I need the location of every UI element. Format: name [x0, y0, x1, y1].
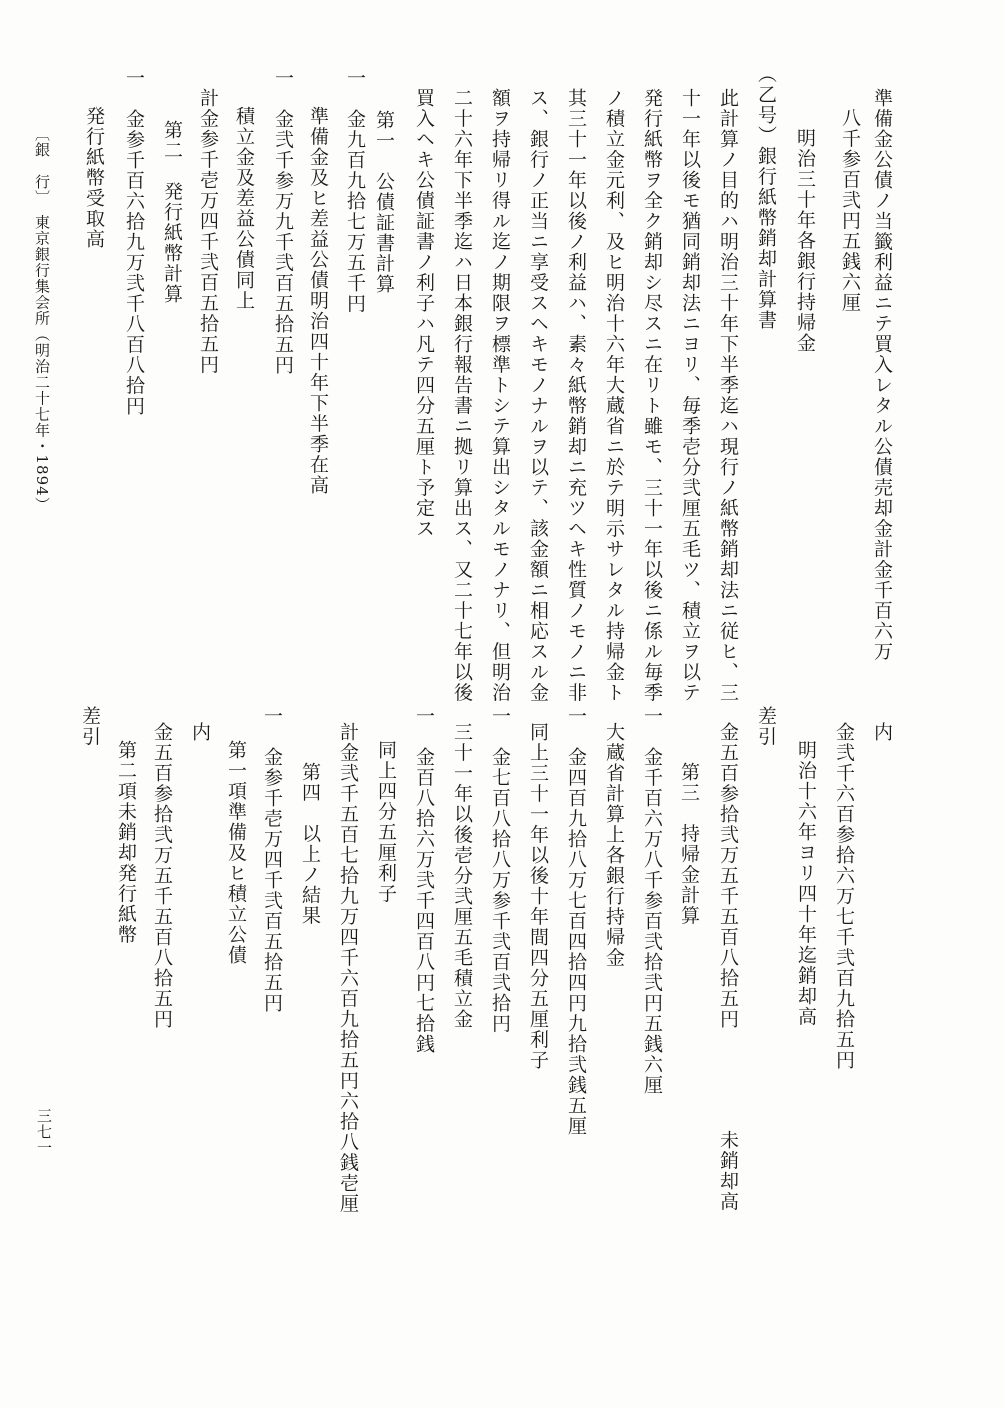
text-column: 準備金公債ノ当籤利益ニテ買入レタル公債売却金計金千百六万	[871, 88, 893, 662]
text-column: 計金弐千五百七拾九万四千六百九拾五円六拾八銭壱厘	[337, 722, 359, 1214]
section-heading: 第三 持帰金計算	[678, 762, 700, 926]
text-column: 一 金百八拾六万弐千四百八円七拾銭	[413, 706, 435, 1055]
text-column: 一 金参千百六拾九万弐千八百八拾円	[123, 68, 145, 417]
text-column: 十一年以後モ猶同銷却法ニヨリ、毎季壱分弐厘五毛ツ、積立ヲ以テ	[679, 88, 701, 703]
text-column: 差引	[79, 706, 101, 747]
text-column: 同上四分五厘利子	[375, 740, 397, 904]
section-heading: 第二 発行紙幣計算	[161, 120, 183, 305]
text-column: 一 金四百九拾八万七百四拾四円九拾弐銭五厘	[565, 706, 587, 1137]
text-column: 金五百参拾弐万五千五百八拾五円	[151, 722, 173, 1030]
text-column: 買入ヘキ公債証書ノ利子ハ凡テ四分五厘ト予定ス	[413, 88, 435, 539]
text-column: 三十一年以後壱分弐厘五毛積立金	[451, 722, 473, 1030]
text-column: 発行紙幣ヲ全ク銷却シ尽スニ在リト雖モ、三十一年以後ニ係ル毎季	[641, 88, 663, 703]
text-column: 明治三十年各銀行持帰金	[794, 128, 816, 354]
text-column: 大蔵省計算上各銀行持帰金	[603, 722, 625, 968]
text-column: 一 金九百九拾七万五千円	[344, 68, 366, 314]
page-number: 三七一	[35, 1108, 53, 1156]
text-column: 金五百参拾弐万五千五百八拾五円	[717, 722, 739, 1030]
text-column: ノ積立金元利、及ヒ明治十六年大蔵省ニ於テ明示サレタル持帰金ト	[603, 88, 625, 703]
text-column: 八千参百弐円五銭六厘	[839, 108, 861, 313]
text-column: 発行紙幣受取高	[83, 106, 105, 250]
text-column: 此計算ノ目的ハ明治三十年下半季迄ハ現行ノ紙幣銷却法ニ従ヒ、三	[717, 88, 739, 703]
running-head: 〔銀 行〕 東京銀行集会所（明治二十七年・1894）	[33, 126, 51, 513]
text-column: ス、銀行ノ正当ニ享受スヘキモノナルヲ以テ、該金額ニ相応スル金	[527, 88, 549, 703]
text-column: 二十六年下半季迄ハ日本銀行報告書ニ拠リ算出ス、又二十七年以後	[451, 88, 473, 703]
text-column: 同上三十一年以後十年間四分五厘利子	[527, 722, 549, 1071]
text-column: 準備金及ヒ差益公債明治四十年下半季在高	[307, 106, 329, 496]
text-column: 明治十六年ヨリ四十年迄銷却高	[795, 740, 817, 1027]
text-column: 一 金弐千参万九千弐百五拾五円	[272, 68, 294, 376]
text-column: 差引	[755, 706, 777, 747]
text-column: 計金参千壱万四千弐百五拾五円	[197, 88, 219, 375]
section-heading: 第一 公債証書計算	[373, 110, 395, 295]
text-column: 額ヲ持帰リ得ル迄ノ期限ヲ標準トシテ算出シタルモノナリ、但明治	[489, 88, 511, 703]
text-column: 其三十一年以後ノ利益ハ、素々紙幣銷却ニ充ツヘキ性質ノモノニ非	[565, 88, 587, 703]
text-column: 第一項準備及ヒ積立公債	[225, 740, 247, 966]
section-heading: （乙号）銀行紙幣銷却計算書	[755, 64, 777, 331]
text-column: 一 金七百八拾八万参千弐百弐拾円	[489, 706, 511, 1034]
text-column: 積立金及差益公債同上	[233, 106, 255, 311]
text-column: 未銷却高	[717, 1130, 739, 1212]
text-column: 金弐千六百参拾六万七千弐百九拾五円	[833, 722, 855, 1071]
section-heading: 第四 以上ノ結果	[299, 762, 321, 926]
text-column: 一 金参千壱万四千弐百五拾五円	[261, 706, 283, 1014]
text-column: 一 金千百六万八千参百弐拾弐円五銭六厘	[641, 706, 663, 1096]
text-column: 内	[189, 722, 211, 743]
text-column: 内	[871, 722, 893, 743]
text-column: 第二項未銷却発行紙幣	[115, 740, 137, 945]
